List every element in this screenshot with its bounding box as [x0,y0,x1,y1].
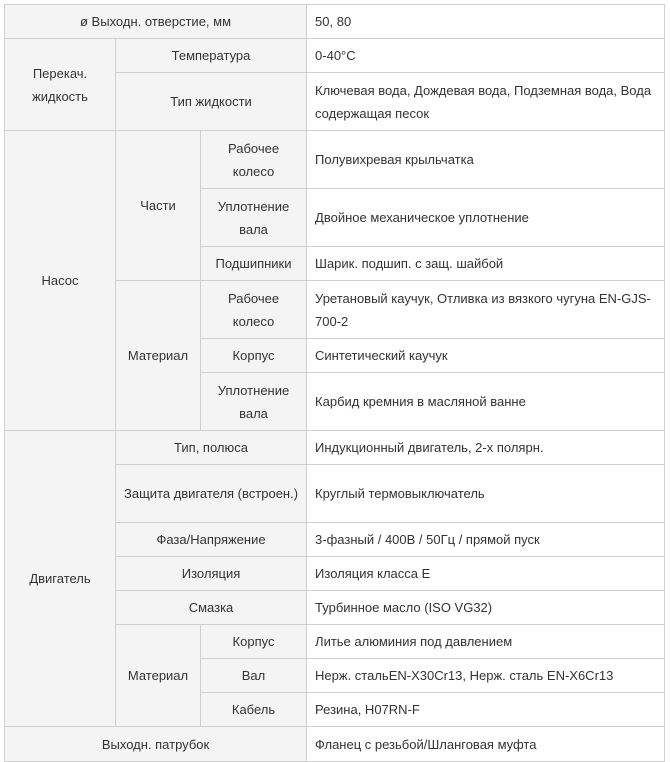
motor-material-cable-label: Кабель [201,693,307,727]
motor-phase-label: Фаза/Напряжение [116,523,307,557]
motor-material-label: Материал [116,625,201,727]
pump-material-label: Материал [116,281,201,431]
motor-material-casing-label: Корпус [201,625,307,659]
pump-bearings-label: Подшипники [201,247,307,281]
row-pump-impeller [5,131,665,189]
pump-material-casing-value: Синтетический каучук [307,339,665,373]
motor-type-value: Индукционный двигатель, 2-х полярн. [307,431,665,465]
pump-group-label: Насос [5,131,116,431]
row-outlet-connection [5,727,665,762]
row-motor-type [5,431,665,465]
motor-type-label: Тип, полюса [116,431,307,465]
pump-material-casing-label: Корпус [201,339,307,373]
temperature-label: Температура [116,39,307,73]
outlet-diameter-value: 50, 80 [307,5,665,39]
outlet-connection-label: Выходн. патрубок [5,727,307,762]
pump-material-shaft-seal-value: Карбид кремния в масляной ванне [307,373,665,431]
row-liquid-temperature [5,39,665,73]
motor-material-shaft-label: Вал [201,659,307,693]
motor-material-cable-value: Резина, H07RN-F [307,693,665,727]
pump-shaft-seal-value: Двойное механическое уплотнение [307,189,665,247]
motor-protection-value: Круглый термовыключатель [307,465,665,523]
motor-insulation-label: Изоляция [116,557,307,591]
motor-lubrication-label: Смазка [116,591,307,625]
motor-protection-label: Защита двигателя (встроен.) [116,465,307,523]
pump-material-shaft-seal-label: Уплотнение вала [201,373,307,431]
pump-bearings-value: Шарик. подшип. с защ. шайбой [307,247,665,281]
liquid-type-value: Ключевая вода, Дождевая вода, Подземная вода, Вода содержащая песок [307,73,665,131]
row-outlet-diameter [5,5,665,39]
temperature-value: 0-40°C [307,39,665,73]
liquid-type-label: Тип жидкости [116,73,307,131]
motor-material-shaft-value: Нерж. стальEN-X30Cr13, Нерж. сталь EN-X6Cr13 [307,659,665,693]
motor-group-label: Двигатель [5,431,116,727]
pump-parts-label: Части [116,131,201,281]
liquid-group-label: Перекач. жидкость [5,39,116,131]
pump-impeller-value: Полувихревая крыльчатка [307,131,665,189]
motor-material-casing-value: Литье алюминия под давлением [307,625,665,659]
outlet-connection-value: Фланец с резьбой/Шланговая муфта [307,727,665,762]
motor-insulation-value: Изоляция класса Е [307,557,665,591]
pump-material-impeller-label: Рабочее колесо [201,281,307,339]
pump-shaft-seal-label: Уплотнение вала [201,189,307,247]
pump-material-impeller-value: Уретановый каучук, Отливка из вязкого чугуна EN-GJS-700-2 [307,281,665,339]
pump-impeller-label: Рабочее колесо [201,131,307,189]
specification-table [4,4,665,762]
motor-phase-value: 3-фазный / 400В / 50Гц / прямой пуск [307,523,665,557]
outlet-diameter-label: ø Выходн. отверстие, мм [5,5,307,39]
motor-lubrication-value: Турбинное масло (ISO VG32) [307,591,665,625]
